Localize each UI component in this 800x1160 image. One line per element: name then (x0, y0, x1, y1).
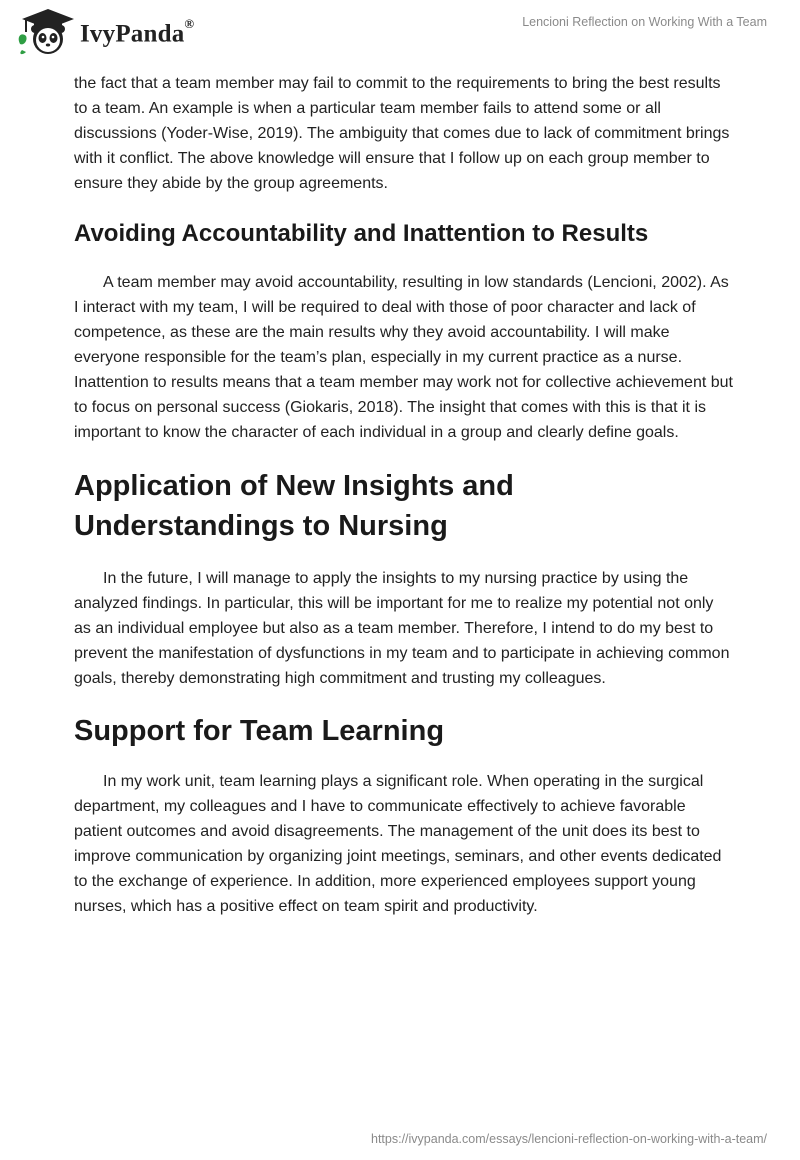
section-paragraph-application: In the future, I will manage to apply the insights to my nursing practice by using the analyzed findings. In particular, this will be important for me to realize my potential not only as an individual employee but also as a team member. Therefore, I intend to do my best to prevent the manifestation of dysfunctions in my team and to participate in achieving common goals, thereby demonstrating high commitment and trusting my colleagues. (74, 570, 730, 687)
brand-name[interactable] (80, 16, 195, 48)
section-heading-application (74, 466, 734, 546)
section-heading-application-line2: Understandings to Nursing (74, 510, 448, 542)
section-heading-application-line1: Application of New Insights and (74, 470, 514, 502)
page-header (0, 0, 800, 70)
section-paragraph-team-learning: In my work unit, team learning plays a significant role. When operating in the surgical department, my colleagues and I have to communicate effectively to achieve favorable patient outcomes and avoid disagreements. The management of the unit does its best to improve communication by organizing joint meetings, seminars, and other events dedicated to the exchange of experience. In addition, more experienced employees support young nurses, which has a positive effect on team spirit and productivity. (74, 773, 722, 915)
section-heading-accountability: Avoiding Accountability and Inattention to Results (74, 220, 649, 247)
section-paragraph-accountability: A team member may avoid accountability, resulting in low standards (Lencioni, 2002). As I interact with my team, I will be required to deal with those of poor character and lack of competence, as these are the main results why they avoid accountability. I will make everyone responsible for the team’s plan, especially in my current practice as a nurse. Inattention to results means that a team member may work not for collective achievement but to focus on personal success (Giokaris, 2018). The insight that comes with this is that it is important to know the character of each individual in a group and clearly define goals. (74, 274, 733, 441)
source-url-link[interactable]: https://ivypanda.com/essays/lencioni-reflection-on-working-with-a-team/ (371, 1132, 767, 1146)
intro-paragraph: the fact that a team member may fail to commit to the requirements to bring the best results to a team. An example is when a particular team member fails to attend some or all discussions (Yoder-Wise, 2019). The ambiguity that comes due to lack of commitment brings with it conflict. The above knowledge will ensure that I follow up on each group member to ensure they abide by the group agreements. (74, 75, 730, 192)
registered-mark: ® (184, 16, 195, 31)
ivypanda-logo-icon[interactable] (14, 6, 78, 58)
document-title: Lencioni Reflection on Working With a Team (522, 15, 767, 29)
brand-name-text: IvyPanda (80, 20, 185, 48)
section-heading-team-learning: Support for Team Learning (74, 715, 445, 747)
essay-content (74, 71, 734, 919)
